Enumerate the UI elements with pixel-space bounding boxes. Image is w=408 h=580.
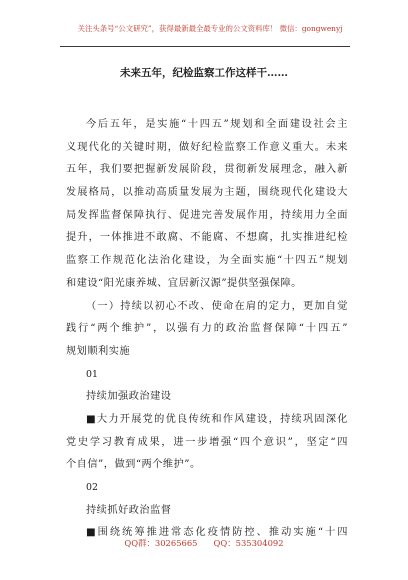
body-line: 局发挥监督保障执行、促进完善发展作用，持续用力全面 <box>66 209 348 221</box>
body-line: ■大力开展党的优良传统和作风建设，持续巩固深化 <box>86 413 348 425</box>
item-heading: 持续加强政治建设 <box>86 391 172 403</box>
body-line: 个自信”，做到“两个维护”。 <box>66 459 201 471</box>
header-divider <box>60 46 350 47</box>
body-line: 党史学习教育成果，进一步增强“四个意识”，坚定“四 <box>66 436 348 448</box>
section-heading-line: 规划顺利实施 <box>66 345 131 357</box>
body-line: 提升，一体推进不敢腐、不能腐、不想腐，扎实推进纪检 <box>66 232 348 244</box>
document-title: 未来五年，纪检监察工作这样干…… <box>120 67 288 79</box>
footer-qq: QQ：535304092 <box>213 538 284 548</box>
body-line: 发展格局，以推动高质量发展为主题，围绕现代化建设大 <box>66 187 348 199</box>
item-number: 01 <box>86 368 98 380</box>
section-heading-line: 践行“两个维护”，以强有力的政治监督保障“十四五” <box>66 323 348 335</box>
section-heading-line: （一）持续以初心不改、使命在肩的定力，更加自觉 <box>86 300 348 312</box>
body-line: 监察工作规范化法治化建设，为全面实施“十四五”规划 <box>66 255 348 267</box>
footer-contact <box>0 537 408 549</box>
item-number: 02 <box>86 482 98 493</box>
body-line: 五年，我们要把握新发展阶段，贯彻新发展理念，融入新 <box>66 164 348 176</box>
body-line: 今后五年，是实施“十四五”规划和全面建设社会主 <box>86 119 348 130</box>
header-notice: 关注头条号“公文研究”，获得最新最全最专业的公文资料库！ 微信：gongwenyj <box>77 24 343 33</box>
item-heading: 持续抓好政治监督 <box>86 504 172 516</box>
footer-qq-group: QQ群：30265665 <box>124 538 198 548</box>
body-line: ■围绕统筹推进常态化疫情防控、推动实施“十四 <box>86 527 348 539</box>
body-line: 和建设“阳光康养城、宜居新汉源”提供坚强保障。 <box>66 277 302 289</box>
body-line: 义现代化的关键时期，做好纪检监察工作意义重大。未来 <box>66 141 348 153</box>
document-body <box>66 114 348 545</box>
